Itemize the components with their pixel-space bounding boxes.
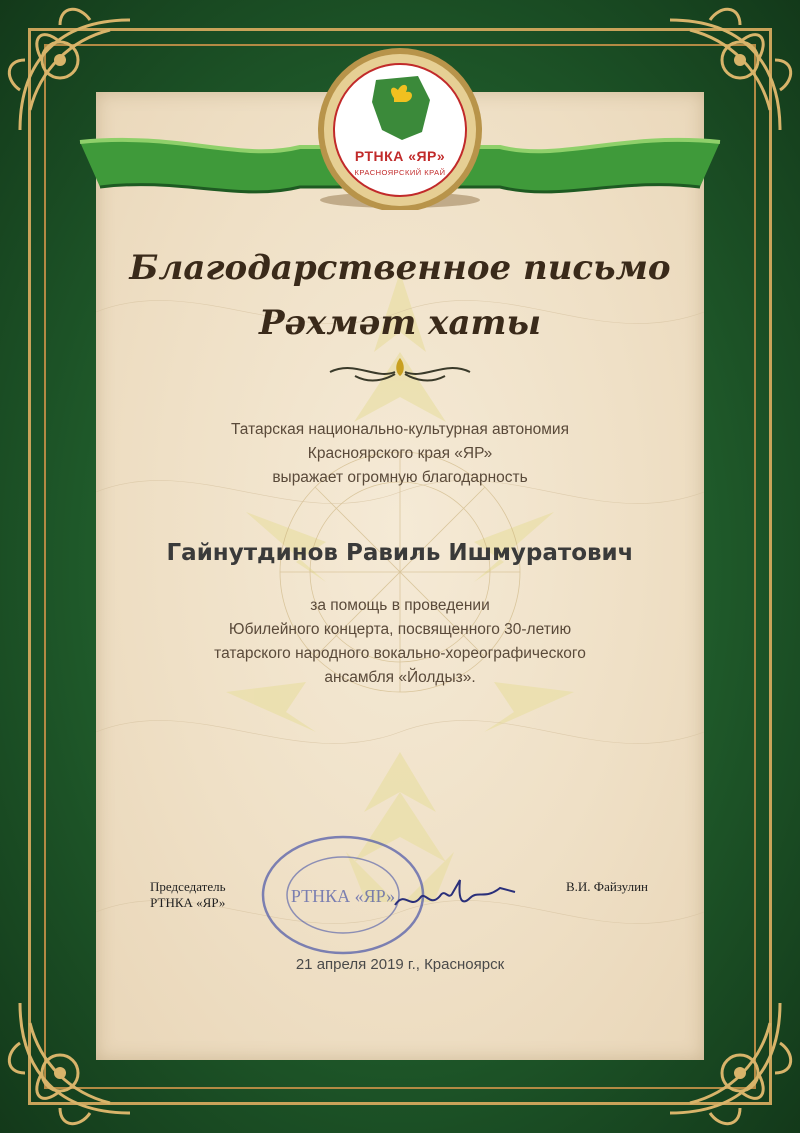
signatory-name: В.И. Файзулин [566, 879, 648, 894]
title-tatar: Рәхмәт хаты [258, 303, 542, 343]
handwritten-signature [390, 870, 520, 920]
svg-text:РТНКА «ЯР»: РТНКА «ЯР» [290, 886, 396, 906]
organization-line-3: выражает огромную благодарность [272, 469, 528, 486]
recipient-name: Гайнутдинов Равиль Ишмуратович [166, 540, 634, 566]
reason-line-1: за помощь в проведении [310, 597, 490, 614]
organization-line-1: Татарская национально-культурная автономия [231, 421, 569, 438]
issue-date-place: 21 апреля 2019 г., Красноярск [295, 956, 505, 973]
reason-line-2: Юбилейного концерта, посвященного 30-летию [228, 621, 572, 638]
organization-line-2: Красноярского края «ЯР» [307, 445, 493, 462]
signatory-position-line-1: Председатель [150, 879, 226, 894]
reason-line-3: татарского народного вокально-хореографического [214, 645, 586, 662]
title-russian: Благодарственное письмо [129, 248, 671, 288]
signatory-position [150, 879, 226, 911]
rtnka-emblem [290, 40, 510, 210]
flourish-ornament [325, 350, 475, 390]
emblem-name: РТНКА «ЯР» [354, 148, 446, 164]
reason-line-4: ансамбля «Йолдыз». [324, 669, 476, 686]
emblem-subtitle: КРАСНОЯРСКИЙ КРАЙ [354, 168, 446, 177]
signatory-position-line-2: РТНКА «ЯР» [150, 895, 226, 910]
